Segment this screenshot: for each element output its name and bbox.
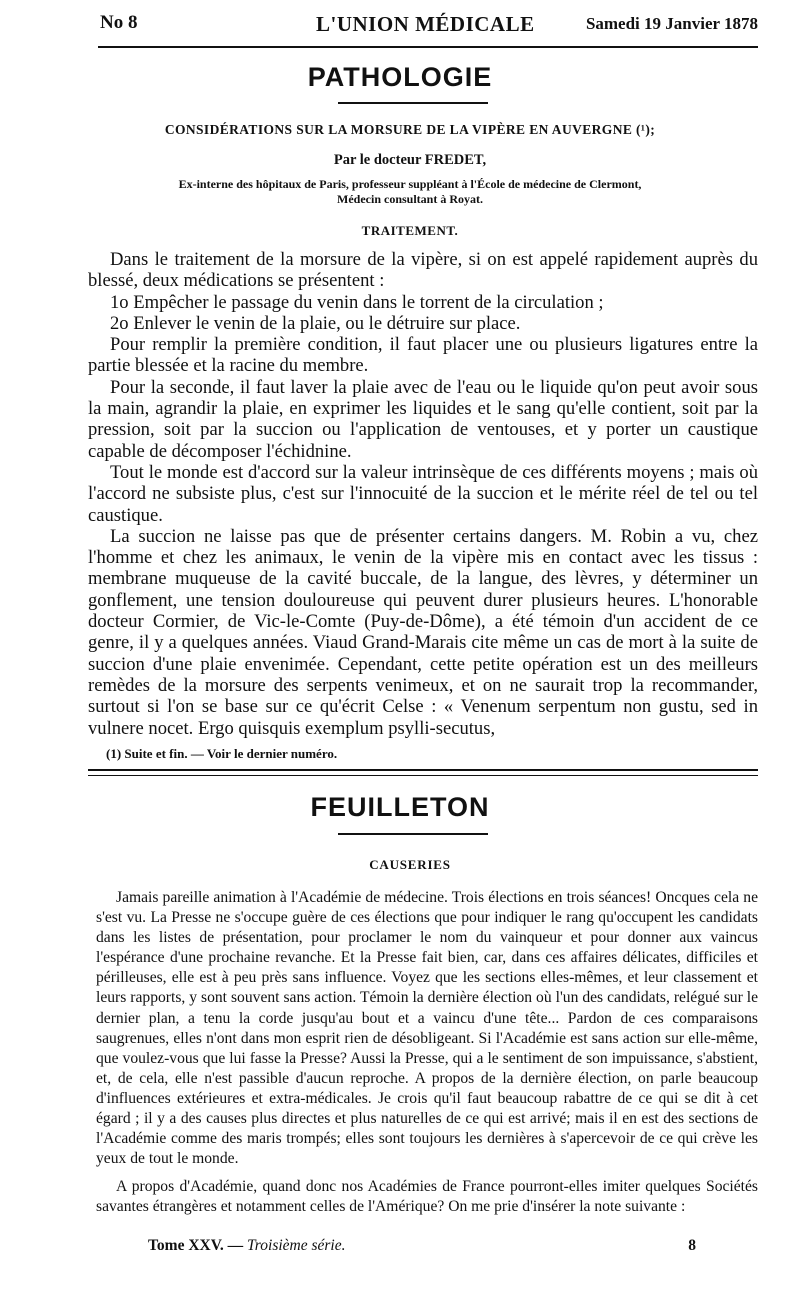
feuilleton-paragraph: A propos d'Académie, quand donc nos Académies de France pourront-elles imiter quelques Sociétés savantes étrangères et notamment celles de l'Amérique? On me prie d'insérer la note suivante :: [96, 1178, 758, 1216]
section-title-pathologie: PATHOLOGIE: [307, 62, 493, 92]
article-body: [88, 249, 758, 739]
feuilleton-paragraph: Jamais pareille animation à l'Académie de médecine. Trois élections en trois séances! Oncques cela ne s'est vu. La Presse ne s'occupe guère de ces élections que pour indiquer le rang qu'occupent les candidats dans les listes de présentation, pour proclamer le nom du vainqueur et pour donner aux vaincus l'espérance d'une prochaine revanche. Et la Presse fait bien, car, dans ces affaires délicates, difficiles et périlleuses, elle est à peu près sans influence. Voyez que les sections elles-mêmes, et leur classement et leurs rapports, y sont souvent sans action. Témoin la dernière élection où l'un des candidats, relégué sur le dernier plan, a tenu la corde jusqu'au bout et a vaincu d'une tête... Pardon de ces comparaisons saugrenues, elles n'ont dans mon esprit rien de désobligeant. Si l'Académie est sans action sur elle-même, que voulez-vous que lui fasse la Presse? Aussi la Presse, qui a le sentiment de son impuissance, s'abstient, et, de cela, elle n'est passible d'aucun reproche. A propos de la dernière élection, on parle beaucoup d'influences extérieures et extra-médicales. Je crois qu'il faut beaucoup rabattre de ce qui se dit à cet égard ; il y a des causes plus directes et plus naturelles de ce qui est arrivé; mais il en est des sections de l'Académie comme des maris trompés; elles sont toujours les dernières à s'apercevoir de ce qui crève les yeux de tout le monde.: [96, 889, 758, 1168]
tome-label: Tome XXV. —: [148, 1237, 244, 1254]
feuilleton-body: [96, 888, 758, 1218]
article-paragraph: Tout le monde est d'accord sur la valeur intrinsèque de ces différents moyens ; mais où l'accord ne subsiste plus, c'est sur l'innocuité de la succion et le mérite réel de tel ou tel caustique.: [88, 461, 758, 526]
footer-tome: [148, 1237, 346, 1254]
section-title-feuilleton: FEUILLETON: [310, 792, 490, 822]
issue-number: No 8: [100, 12, 138, 33]
author-affiliation-1: Ex-interne des hôpitaux de Paris, professeur suppléant à l'École de médecine de Clermont,: [178, 177, 642, 191]
journal-title: L'UNION MÉDICALE: [316, 12, 535, 36]
header-rule: [98, 46, 758, 48]
page-header: [98, 12, 758, 42]
article-paragraph: 1o Empêcher le passage du venin dans le torrent de la circulation ;: [110, 291, 604, 313]
section-rule: [338, 102, 488, 104]
issue-date: Samedi 19 Janvier 1878: [585, 14, 758, 33]
article-subheading: TRAITEMENT.: [361, 223, 459, 238]
article-title: CONSIDÉRATIONS SUR LA MORSURE DE LA VIPÈRE EN AUVERGNE (¹);: [164, 122, 656, 137]
article-paragraph: 2o Enlever le venin de la plaie, ou le détruire sur place.: [110, 312, 521, 334]
article-paragraph: Dans le traitement de la morsure de la vipère, si on est appelé rapidement auprès du blessé, deux médications se présentent :: [88, 249, 758, 292]
article-paragraph: Pour remplir la première condition, il faut placer une ou plusieurs ligatures entre la partie blessée et la racine du membre.: [88, 334, 758, 377]
page-footer: [148, 1237, 696, 1255]
article-paragraph: La succion ne laisse pas que de présenter certains dangers. M. Robin a vu, chez l'homme et chez les animaux, le venin de la vipère mis en contact avec les tissus : membrane muqueuse de la cavité buccale, de la langue, des lèvres, y déterminer un gonflement, une tension douloureuse qui peuvent durer plusieurs heures. L'honorable docteur Cormier, de Vic-le-Comte (Puy-de-Dôme), a été témoin d'un accident de ce genre, il y a quelques années. Viaud Grand-Marais cite même un cas de mort à la suite de succion d'une plaie envenimée. Cependant, cette petite opération est un des meilleurs remèdes de la morsure des serpents venimeux, et on ne saurait trop la recommander, surtout si l'on se base sur ce qu'écrit Celse : « Venenum serpentum non gustu, sed in vulnere nocet. Ergo quisquis exemplum psylli-secutus,: [88, 525, 758, 739]
author-affiliation-2: Médecin consultant à Royat.: [337, 192, 483, 206]
section-divider: [88, 769, 758, 776]
article-paragraph: Pour la seconde, il faut laver la plaie avec de l'eau ou le liquide qu'on peut avoir sous la main, agrandir la plaie, en exprimer les liquides et le sang qu'elle contient, soit par la pression, soit par la succion ou l'application de ventouses, et y porter un caustique capable de décomposer l'échidnine.: [88, 376, 758, 462]
article-footnote: (1) Suite et fin. — Voir le dernier numéro.: [106, 746, 338, 761]
section-rule: [338, 833, 488, 835]
article-byline: Par le docteur FREDET,: [333, 152, 487, 168]
series-label: Troisième série.: [247, 1237, 346, 1254]
feuilleton-subheading: CAUSERIES: [369, 857, 451, 872]
page-number: 8: [688, 1237, 696, 1254]
